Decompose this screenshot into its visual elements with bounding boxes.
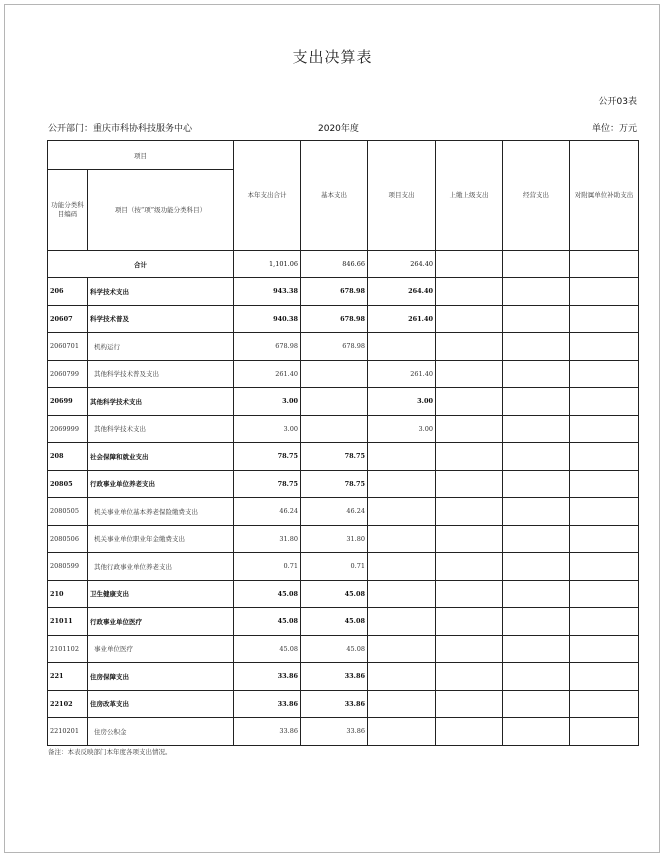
row-value bbox=[570, 580, 639, 608]
row-value bbox=[368, 498, 436, 526]
row-code: 20607 bbox=[48, 305, 88, 333]
row-value bbox=[301, 388, 368, 416]
expenditure-table bbox=[47, 140, 639, 746]
row-value bbox=[503, 718, 570, 746]
table-row bbox=[48, 415, 639, 443]
row-name: 行政事业单位医疗 bbox=[88, 608, 234, 636]
fiscal-year: 2020年度 bbox=[318, 124, 359, 134]
row-value: 45.08 bbox=[301, 635, 368, 663]
department-name: 重庆市科协科技服务中心 bbox=[93, 124, 193, 134]
row-value bbox=[503, 470, 570, 498]
row-value: 264.40 bbox=[368, 278, 436, 306]
row-value: 678.98 bbox=[301, 278, 368, 306]
header-project: 项目 bbox=[48, 141, 234, 170]
row-value bbox=[436, 333, 503, 361]
row-value bbox=[368, 690, 436, 718]
row-value bbox=[570, 553, 639, 581]
row-value bbox=[368, 553, 436, 581]
row-code: 2080506 bbox=[48, 525, 88, 553]
row-name: 社会保障和就业支出 bbox=[88, 443, 234, 471]
row-value bbox=[368, 580, 436, 608]
row-value bbox=[436, 443, 503, 471]
row-value: 261.40 bbox=[368, 360, 436, 388]
row-value: 45.08 bbox=[301, 580, 368, 608]
row-value bbox=[436, 635, 503, 663]
row-value: 3.00 bbox=[368, 415, 436, 443]
row-value: 45.08 bbox=[234, 635, 301, 663]
row-name: 科学技术支出 bbox=[88, 278, 234, 306]
row-name: 科学技术普及 bbox=[88, 305, 234, 333]
row-value bbox=[436, 415, 503, 443]
table-row bbox=[48, 388, 639, 416]
row-value bbox=[436, 608, 503, 636]
row-name: 住房保障支出 bbox=[88, 663, 234, 691]
table-row bbox=[48, 443, 639, 471]
row-value: 45.08 bbox=[234, 608, 301, 636]
row-value: 46.24 bbox=[234, 498, 301, 526]
department-line bbox=[48, 121, 192, 134]
page-title: 支出决算表 bbox=[292, 48, 373, 66]
row-value bbox=[570, 470, 639, 498]
row-value: 33.86 bbox=[234, 663, 301, 691]
row-value bbox=[503, 415, 570, 443]
total-cell bbox=[503, 251, 570, 278]
row-value bbox=[436, 580, 503, 608]
row-value: 78.75 bbox=[234, 470, 301, 498]
row-value bbox=[436, 663, 503, 691]
row-value bbox=[570, 718, 639, 746]
row-value bbox=[503, 635, 570, 663]
row-value: 261.40 bbox=[234, 360, 301, 388]
row-value bbox=[301, 360, 368, 388]
unit-line bbox=[592, 121, 637, 134]
row-value: 3.00 bbox=[234, 415, 301, 443]
row-value bbox=[503, 388, 570, 416]
row-value: 678.98 bbox=[301, 333, 368, 361]
row-value: 31.80 bbox=[301, 525, 368, 553]
row-value: 31.80 bbox=[234, 525, 301, 553]
row-value bbox=[570, 663, 639, 691]
row-value: 33.86 bbox=[301, 690, 368, 718]
header-col-remit: 上缴上级支出 bbox=[436, 141, 503, 251]
header-code: 功能分类科目编码 bbox=[48, 170, 88, 251]
row-name: 其他科学技术支出 bbox=[88, 388, 234, 416]
row-value bbox=[436, 360, 503, 388]
row-value: 943.38 bbox=[234, 278, 301, 306]
row-value: 45.08 bbox=[301, 608, 368, 636]
row-value: 3.00 bbox=[234, 388, 301, 416]
row-name: 机关事业单位基本养老保险缴费支出 bbox=[88, 498, 234, 526]
header-col-total: 本年支出合计 bbox=[234, 141, 301, 251]
row-value bbox=[503, 608, 570, 636]
row-value bbox=[570, 608, 639, 636]
department-label: 公开部门： bbox=[48, 124, 94, 134]
row-code: 20699 bbox=[48, 388, 88, 416]
row-value: 0.71 bbox=[234, 553, 301, 581]
row-value bbox=[570, 333, 639, 361]
row-value bbox=[368, 718, 436, 746]
header-col-basic: 基本支出 bbox=[301, 141, 368, 251]
table-row bbox=[48, 690, 639, 718]
table-row bbox=[48, 360, 639, 388]
row-code: 21011 bbox=[48, 608, 88, 636]
row-value bbox=[436, 278, 503, 306]
row-value bbox=[570, 360, 639, 388]
row-code: 2060701 bbox=[48, 333, 88, 361]
row-value: 261.40 bbox=[368, 305, 436, 333]
row-value bbox=[368, 333, 436, 361]
table-row bbox=[48, 333, 639, 361]
row-value: 33.86 bbox=[301, 718, 368, 746]
row-code: 2101102 bbox=[48, 635, 88, 663]
row-value: 78.75 bbox=[234, 443, 301, 471]
row-code: 210 bbox=[48, 580, 88, 608]
row-code: 221 bbox=[48, 663, 88, 691]
form-number: 公开03表 bbox=[598, 97, 637, 107]
row-name: 住房公积金 bbox=[88, 718, 234, 746]
row-code: 208 bbox=[48, 443, 88, 471]
row-name: 卫生健康支出 bbox=[88, 580, 234, 608]
row-value bbox=[436, 470, 503, 498]
total-cell: 846.66 bbox=[301, 251, 368, 278]
table-row bbox=[48, 663, 639, 691]
row-value: 0.71 bbox=[301, 553, 368, 581]
table-row bbox=[48, 525, 639, 553]
row-value bbox=[368, 470, 436, 498]
row-value bbox=[570, 498, 639, 526]
footnote: 备注：本表反映部门本年度各项支出情况。 bbox=[48, 748, 172, 756]
row-name: 事业单位医疗 bbox=[88, 635, 234, 663]
row-value bbox=[503, 498, 570, 526]
row-value bbox=[503, 525, 570, 553]
row-name: 住房改革支出 bbox=[88, 690, 234, 718]
row-value: 33.86 bbox=[234, 718, 301, 746]
header-name: 项目（按“项”级功能分类科目） bbox=[88, 170, 234, 251]
row-value bbox=[436, 553, 503, 581]
row-value bbox=[301, 415, 368, 443]
row-value bbox=[368, 608, 436, 636]
table-row bbox=[48, 718, 639, 746]
total-label: 合计 bbox=[48, 251, 234, 278]
table-row bbox=[48, 305, 639, 333]
table-row bbox=[48, 553, 639, 581]
row-value bbox=[436, 498, 503, 526]
unit-label: 单位： bbox=[591, 124, 619, 134]
table-row bbox=[48, 470, 639, 498]
row-value bbox=[570, 635, 639, 663]
row-value bbox=[570, 690, 639, 718]
row-value bbox=[570, 525, 639, 553]
row-value bbox=[570, 305, 639, 333]
header-col-project: 项目支出 bbox=[368, 141, 436, 251]
row-value bbox=[503, 580, 570, 608]
total-cell bbox=[570, 251, 639, 278]
row-value: 45.08 bbox=[234, 580, 301, 608]
row-code: 2060799 bbox=[48, 360, 88, 388]
row-value bbox=[570, 388, 639, 416]
row-value bbox=[368, 635, 436, 663]
table-row bbox=[48, 278, 639, 306]
header-col-subsidy: 对附属单位补助支出 bbox=[570, 141, 639, 251]
row-value bbox=[368, 443, 436, 471]
row-value bbox=[503, 663, 570, 691]
row-value bbox=[503, 553, 570, 581]
row-code: 20805 bbox=[48, 470, 88, 498]
row-value bbox=[503, 278, 570, 306]
row-name: 其他行政事业单位养老支出 bbox=[88, 553, 234, 581]
row-value bbox=[570, 415, 639, 443]
row-value bbox=[570, 278, 639, 306]
table-row bbox=[48, 608, 639, 636]
row-name: 机构运行 bbox=[88, 333, 234, 361]
table-row bbox=[48, 635, 639, 663]
row-value bbox=[503, 690, 570, 718]
row-value bbox=[436, 690, 503, 718]
row-code: 22102 bbox=[48, 690, 88, 718]
row-name: 其他科学技术普及支出 bbox=[88, 360, 234, 388]
row-value bbox=[503, 443, 570, 471]
row-value: 33.86 bbox=[301, 663, 368, 691]
row-value: 78.75 bbox=[301, 470, 368, 498]
total-cell: 264.40 bbox=[368, 251, 436, 278]
row-value bbox=[368, 525, 436, 553]
row-value bbox=[503, 360, 570, 388]
total-cell bbox=[436, 251, 503, 278]
unit-value: 万元 bbox=[618, 124, 637, 134]
total-cell: 1,101.06 bbox=[234, 251, 301, 278]
row-value: 678.98 bbox=[234, 333, 301, 361]
row-code: 2069999 bbox=[48, 415, 88, 443]
row-value bbox=[436, 525, 503, 553]
header-col-operating: 经营支出 bbox=[503, 141, 570, 251]
row-value: 3.00 bbox=[368, 388, 436, 416]
row-value bbox=[503, 333, 570, 361]
row-code: 2210201 bbox=[48, 718, 88, 746]
row-name: 其他科学技术支出 bbox=[88, 415, 234, 443]
row-value bbox=[503, 305, 570, 333]
row-name: 机关事业单位职业年金缴费支出 bbox=[88, 525, 234, 553]
row-value: 78.75 bbox=[301, 443, 368, 471]
row-name: 行政事业单位养老支出 bbox=[88, 470, 234, 498]
row-code: 206 bbox=[48, 278, 88, 306]
row-value: 46.24 bbox=[301, 498, 368, 526]
row-value: 33.86 bbox=[234, 690, 301, 718]
row-value: 678.98 bbox=[301, 305, 368, 333]
row-value bbox=[368, 663, 436, 691]
table-row bbox=[48, 498, 639, 526]
row-value bbox=[436, 305, 503, 333]
table-row bbox=[48, 580, 639, 608]
row-value bbox=[570, 443, 639, 471]
row-value bbox=[436, 388, 503, 416]
row-code: 2080599 bbox=[48, 553, 88, 581]
row-value bbox=[436, 718, 503, 746]
row-code: 2080505 bbox=[48, 498, 88, 526]
row-value: 940.38 bbox=[234, 305, 301, 333]
